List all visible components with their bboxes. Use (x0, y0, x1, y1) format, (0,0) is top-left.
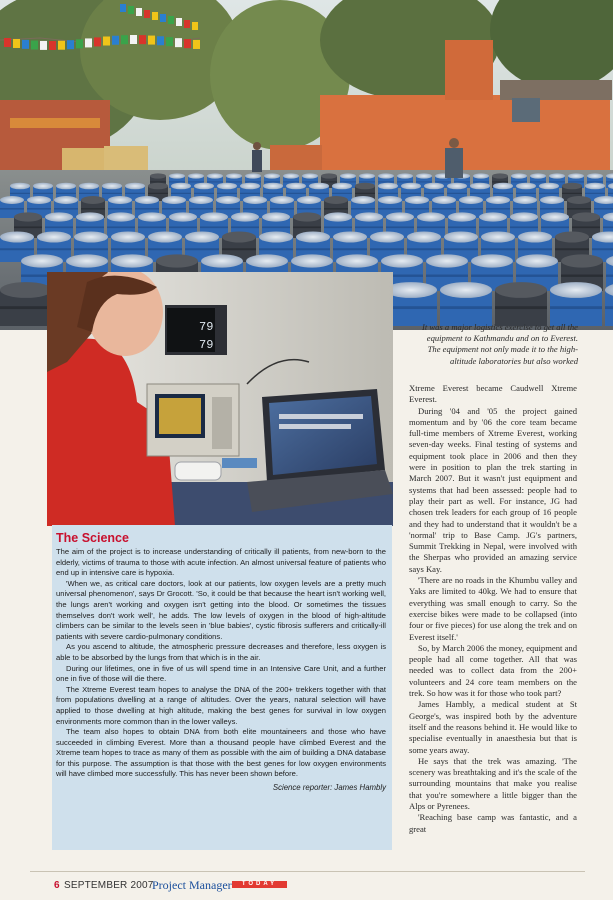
article-paragraph: 'There are no roads in the Khumbu valley and Yaks are limited to 40kg. We had to ensure that everything was small enough to carry. So the exercise bikes were made to be collapsed (into four or five pieces) for use along the trek and on Everest itself.' (409, 575, 577, 642)
science-sidebar (52, 525, 392, 850)
science-title: The Science (56, 531, 129, 545)
article-paragraph: Xtreme Everest became Caudwell Xtreme Everest. (409, 383, 577, 405)
article-paragraph: During '04 and '05 the project gained momentum and by '06 the core team became full-time members of Xtreme Everest, working seven-day weeks. Final testing of systems and equipment took place in 2006 and then they were in position to plan the trek starting in March 2007. But it wasn't just equipment and systems that had been assessed: people had to play their part as well. For instance, JG had chosen trek leaders for each group of 16 people and they had to understand that it wouldn't be a 'normal' trip to Base Camp. JG's partners, Summit Trekking in Nepal, were involved with the Sherpas who provided an amazing service says Kay. (409, 405, 577, 574)
page-footer (0, 866, 613, 900)
scientist-photo (47, 272, 393, 526)
article-paragraph: So, by March 2006 the money, equipment and people had all come together. All that was needed was to collect data from the 200+ volunteers and 24 core team members on the trek. So how was it for those who took part? (409, 642, 577, 699)
science-paragraph: The Xtreme Everest team hopes to analyse the DNA of the 200+ trekkers together with that from populations dwelling at a range of altitudes. Over the years, natural selection will have applied to those dwelling at high altitude, making the best genes for survival in low oxygen environments more common than in the lower valleys. (56, 684, 386, 726)
article-paragraph: James Hambly, a medical student at St George's, was inspired both by the adventure itself and the reasons behind it. He would like to specialise eventually in anaesthesia but that is some years away. (409, 699, 577, 755)
magazine-today-badge: TODAY (232, 881, 287, 888)
article-paragraph: 'Reaching base camp was fantastic, and a great (409, 812, 577, 834)
science-paragraph: During our lifetimes, one in five of us will spend time in an Intensive Care Unit, and a further one in five of those will die there. (56, 663, 386, 684)
monitor-reading-2: 79 (199, 338, 214, 352)
footer-rule (30, 871, 585, 872)
article-column (409, 383, 577, 835)
page-number: 6 (54, 880, 60, 891)
science-paragraph: As you ascend to altitude, the atmospheric pressure decreases and therefore, less oxygen is able to be absorbed by the lungs from that which is in the air. (56, 642, 386, 662)
photo-caption: It was a major logistics exercise to get all the equipment to Kathmandu and on to Everest. The equipment not only made it to the high-altitude laboratories but also worked (421, 322, 578, 366)
science-credit: Science reporter: James Hambly (272, 783, 386, 793)
monitor-reading-1: 79 (199, 320, 214, 334)
article-paragraph: He says that the trek was amazing. 'The scenery was breathtaking and it's the scale of the surrounding mountains that make you realise that you're somewhere a little bigger than the Alps or Pyrenees. (409, 755, 577, 811)
science-paragraph: 'When we, as critical care doctors, look at our patients, low oxygen levels are a pretty much universal phenomenon', says Dr Grocott. 'So, it could be that because the heart isn't working well, the lungs aren't working and oxygen isn't getting into the blood. Or sometimes the tissues themselves don't work well', he adds. The low levels of oxygen in the blood of high-altitude climbers can be similar to the levels seen in 'blue babies', cystic fibrosis sufferers and critically-ill patients with severe cardio-pulmonary conditions. (56, 578, 386, 641)
issue-date: SEPTEMBER 2007 (64, 880, 154, 891)
science-paragraph: The team also hopes to obtain DNA from both elite mountaineers and those who have succeeded in climbing Everest. More than a thousand people have climbed Everest and the Xtreme team hopes to trace as many of them as possible with the aim of building a DNA database for this purpose. The assumption is that those with the best genes for low oxygen environments will have climbed more successfully. This has never been shown before. (56, 727, 386, 779)
science-paragraph: The aim of the project is to increase understanding of critically ill patients, from new-born to the elderly, victims of trauma to those with acute infection. An almost universal feature of patients who end up in intensive care is hypoxia. (56, 547, 386, 578)
magazine-title: Project Manager (152, 878, 232, 892)
